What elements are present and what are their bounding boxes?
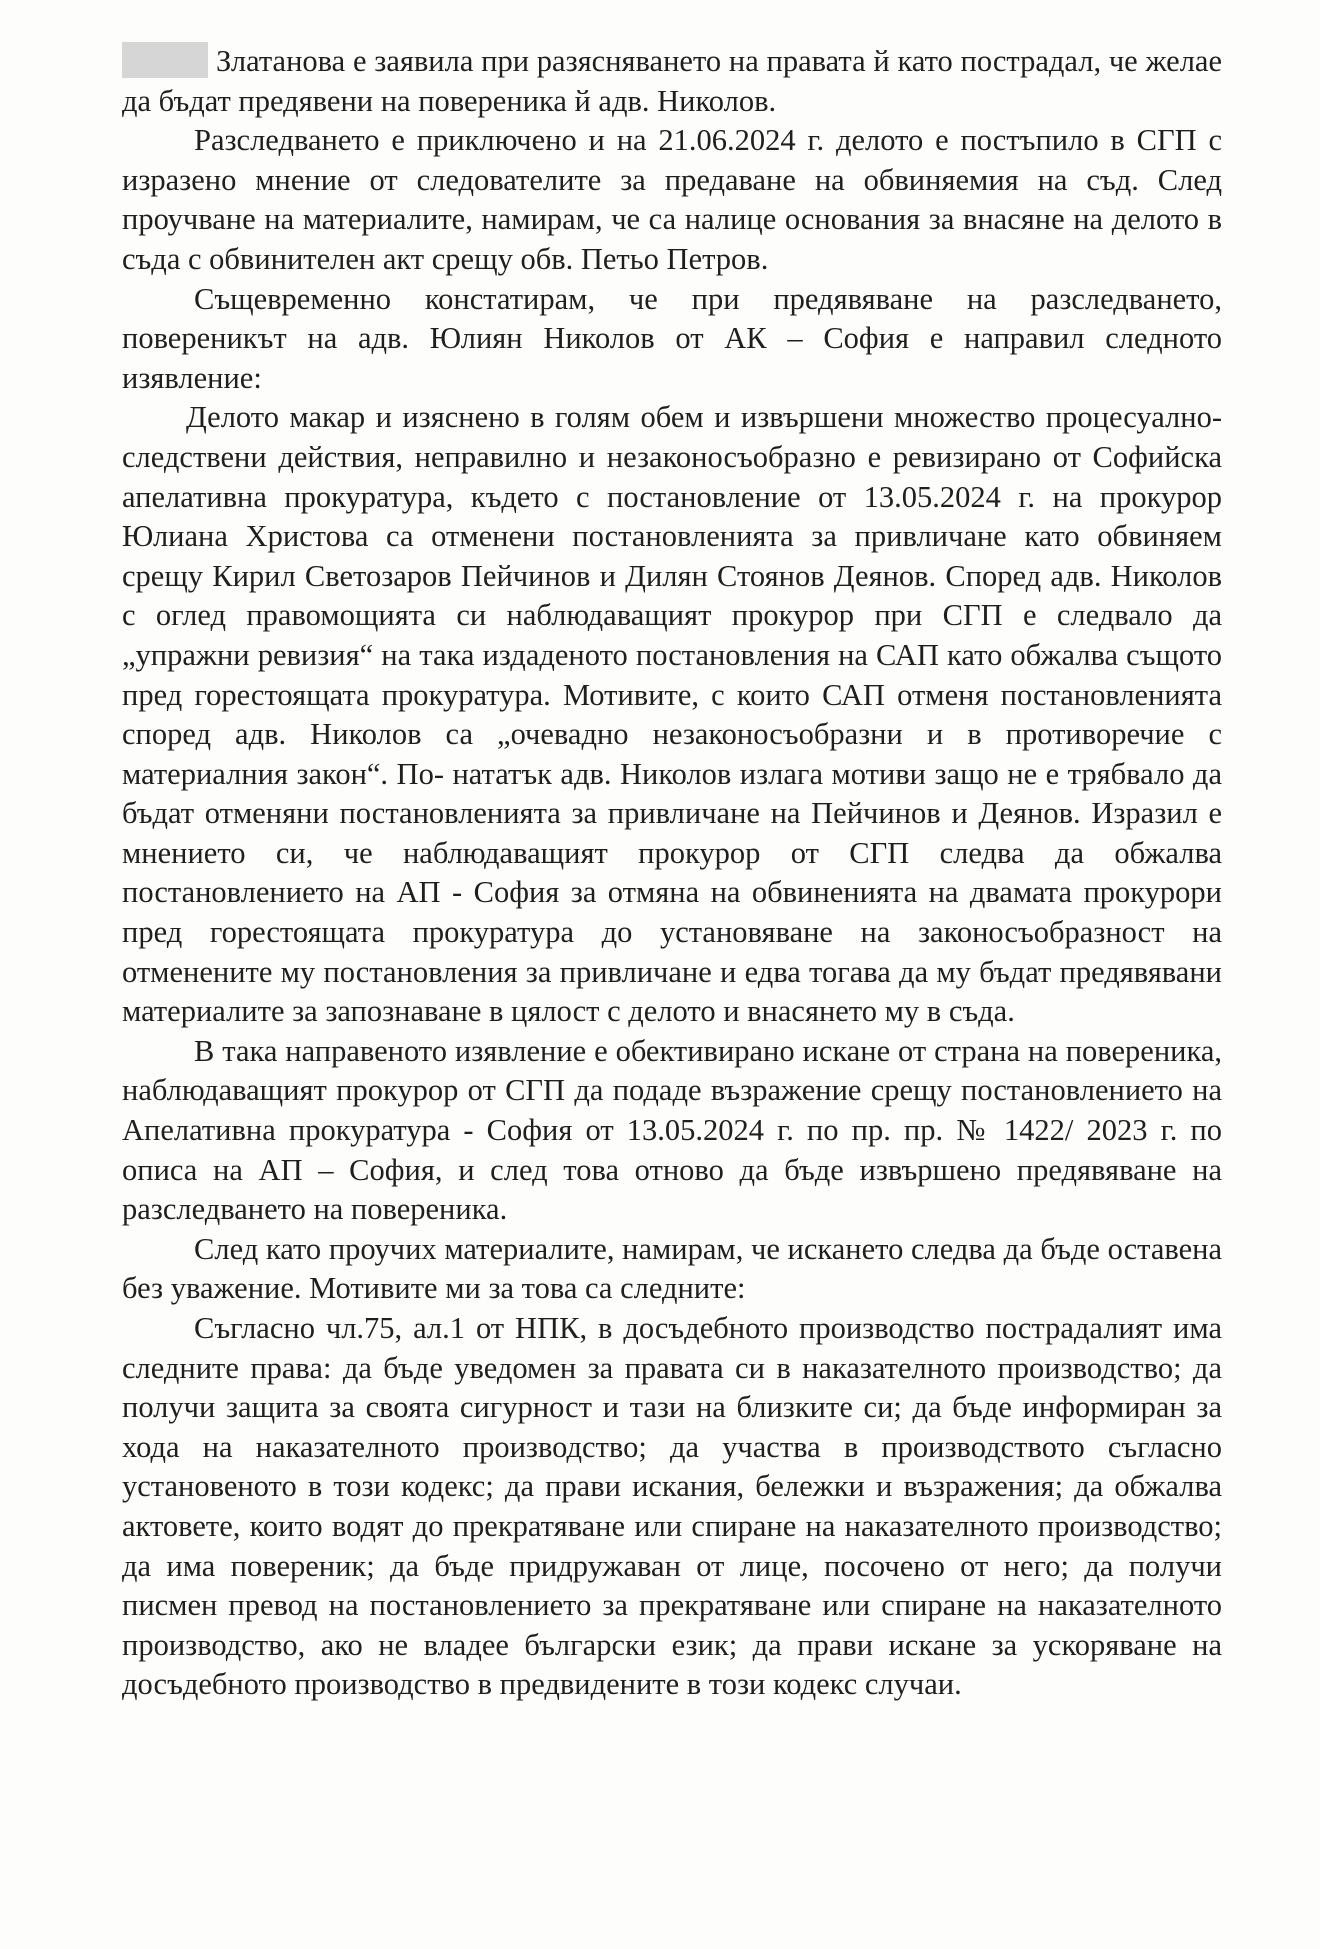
paragraph-3: Същевременно констатирам, че при предявяване на разследването, повереникът на адв. Юлиян Николов от АК – София е направил следното изявление: — [122, 281, 1222, 395]
paragraph-1 — [122, 42, 1222, 121]
paragraph-7: Съгласно чл.75, ал.1 от НПК, в досъдебното производство пострадалият има следните права: да бъде уведомен за правата си в наказателното производство; да получи защита за своята сигурност и тази на близките си; да бъде информиран за хода на наказателното производство; да участва в производството съгласно установеното в този кодекс; да прави искания, бележки и възражения; да обжалва актовете, които водят до прекратяване или спиране на наказателното производство; да има повереник; да бъде придружаван от лице, посочено от него; да получи писмен превод на постановлението за прекратяване или спиране на наказателното производство, ако не владее български език; да прави искане за ускоряване на досъдебното производство в предвидените в този кодекс случаи. — [122, 1311, 1222, 1702]
redacted-name-block — [122, 42, 208, 78]
paragraph-2: Разследването е приключено и на 21.06.2024 г. делото е постъпило в СГП с изразено мнение от следователите за предаване на обвиняемия на съд. След проучване на материалите, намирам, че са налице основания за внасяне на делото в съда с обвинителен акт срещу обв. Петьо Петров. — [122, 123, 1222, 276]
paragraph-5: В така направеното изявление е обективирано искане от страна на повереника, наблюдаващият прокурор от СГП да подаде възражение срещу постановлението на Апелативна прокуратура - София от 13.05.2024 г. по пр. пр. № 1422/ 2023 г. по описа на АП – София, и след това отново да бъде извършено предявяване на разследването на повереника. — [122, 1033, 1222, 1227]
paragraph-1-text: Златанова е заявила при разясняването на правата й като пострадал, че желае да бъдат предявени на повереника й адв. Николов. — [122, 44, 1222, 118]
paragraph-4-statement: Делото макар и изяснено в голям обем и извършени множество процесуално-следствени действия, неправилно и незаконосъобразно е ревизирано от Софийска апелативна прокуратура, където с постановление от 13.05.2024 г. на прокурор Юлиана Христова са отменени постановленията за привличане като обвиняем срещу Кирил Светозаров Пейчинов и Дилян Стоянов Деянов. Според адв. Николов с оглед правомощията си наблюдаващият прокурор при СГП е следвало да „упражни ревизия“ на така издаденото постановления на САП като обжалва същото пред горестоящата прокуратура. Мотивите, с които САП отменя постановленията според адв. Николов са „очевадно незаконосъобразни и в противоречие с материалния закон“. По- нататък адв. Николов излага мотиви защо не е трябвало да бъдат отменяни постановленията за привличане на Пейчинов и Деянов. Изразил е мнението си, че наблюдаващият прокурор от СГП следва да обжалва постановлението на АП - София за отмяна на обвиненията на двамата прокурори пред горестоящата прокуратура до установяване на законосъобразност на отменените му постановления за привличане и едва тогава да му бъдат предявявани материалите за запознаване в цялост с делото и внасянето му в съда. — [122, 400, 1222, 1029]
paragraph-6: След като проучих материалите, намирам, че искането следва да бъде оставена без уважение. Мотивите ми за това са следните: — [122, 1231, 1222, 1306]
